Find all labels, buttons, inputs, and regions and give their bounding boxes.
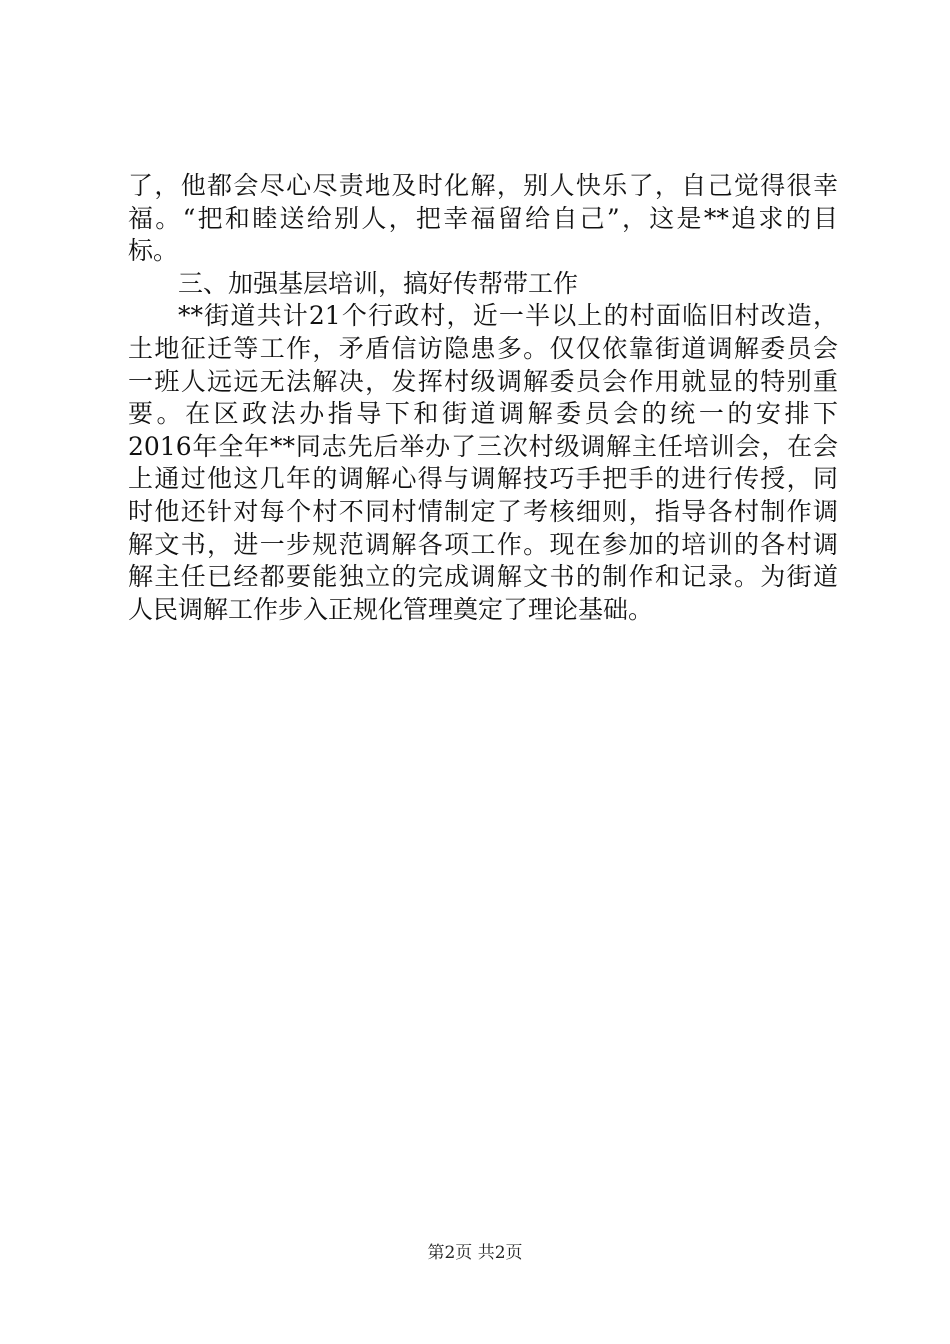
paragraph-line: 福。“把和睦送给别人，把幸福留给自己”，这是**追求的目 [128, 203, 838, 233]
paragraph-line: 时他还针对每个村不同村情制定了考核细则，指导各村制作调 [128, 496, 838, 526]
paragraph-line: 标。 [128, 236, 179, 266]
paragraph-line: 土地征迁等工作，矛盾信访隐患多。仅仅依靠街道调解委员会 [128, 333, 838, 363]
paragraph-line: 人民调解工作步入正规化管理奠定了理论基础。 [128, 594, 654, 624]
paragraph-line: 了，他都会尽心尽责地及时化解，别人快乐了，自己觉得很幸 [128, 171, 838, 200]
paragraph-line: 一班人远远无法解决，发挥村级调解委员会作用就显的特别重 [128, 366, 838, 396]
document-body [128, 170, 838, 626]
paragraph-line: 要。在区政法办指导下和街道调解委员会的统一的安排下 [128, 399, 838, 429]
paragraph-line: 上通过他这几年的调解心得与调解技巧手把手的进行传授，同 [128, 464, 838, 494]
section-heading: 三、加强基层培训，搞好传帮带工作 [178, 268, 579, 298]
paragraph-line: 解主任已经都要能独立的完成调解文书的制作和记录。为街道 [128, 562, 838, 592]
page-number-footer: 第2页 共2页 [427, 1243, 523, 1263]
paragraph-line: 解文书，进一步规范调解各项工作。现在参加的培训的各村调 [128, 529, 838, 559]
paragraph-line: 2016年全年**同志先后举办了三次村级调解主任培训会，在会 [128, 431, 838, 461]
paragraph-line: **街道共计21个行政村，近一半以上的村面临旧村改造， [178, 301, 838, 331]
